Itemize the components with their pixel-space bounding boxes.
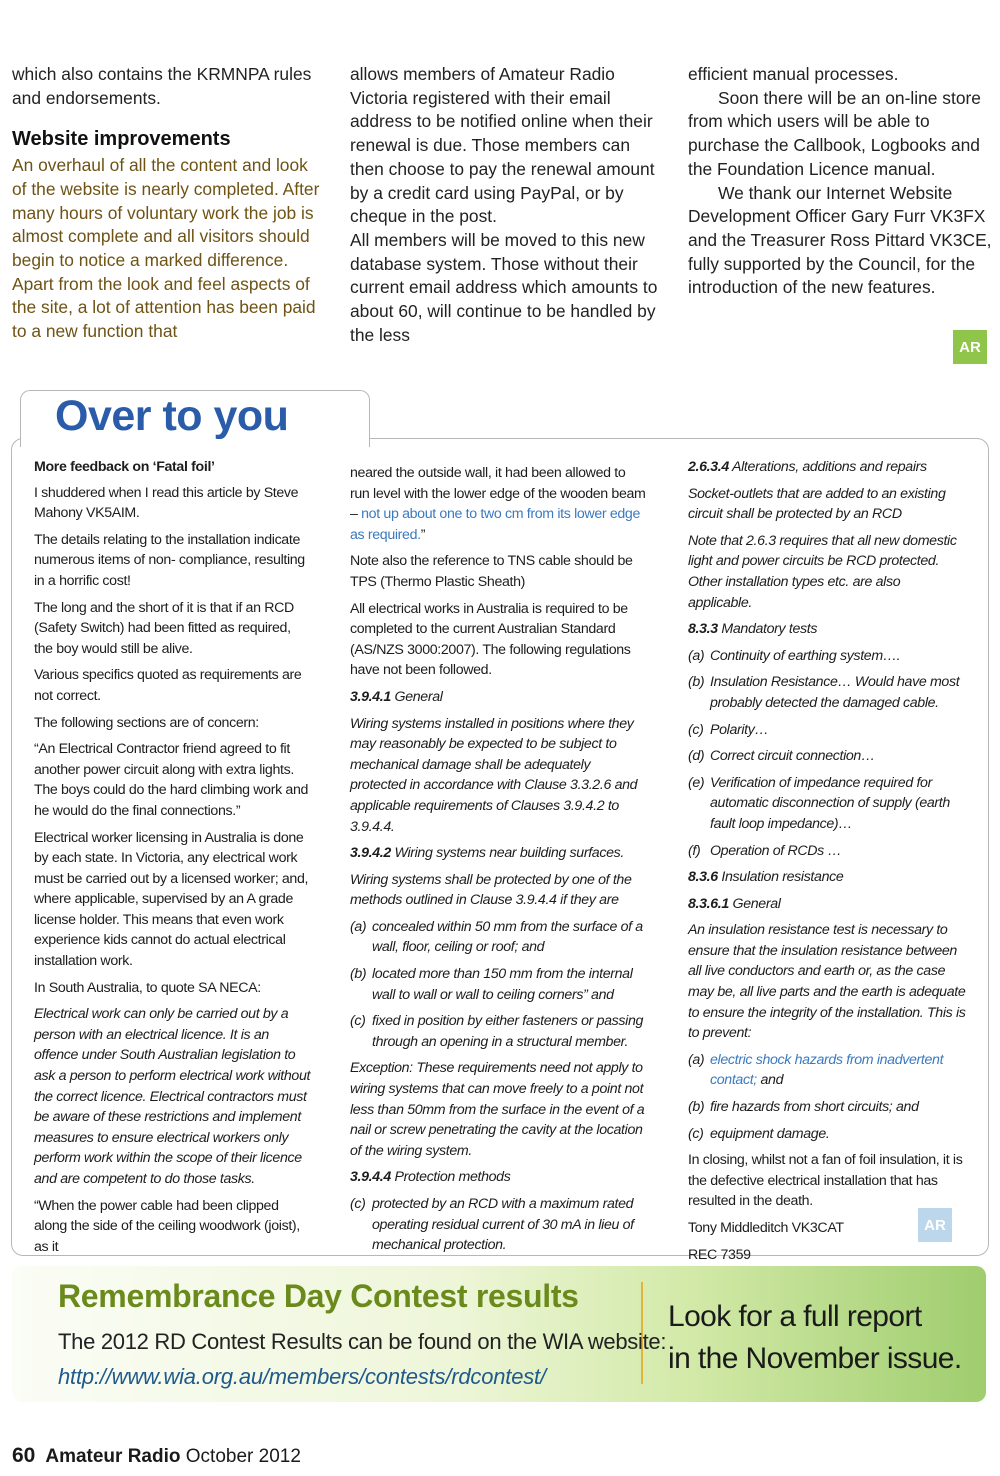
manual-processes-text: efficient manual processes. — [688, 64, 899, 84]
clause-title: General — [394, 688, 443, 705]
page-footer — [12, 1444, 301, 1468]
list-label: (a) — [350, 918, 367, 935]
letter-paragraph: In South Australia, to quote SA NECA: — [34, 979, 261, 996]
page-number: 60 — [12, 1444, 36, 1467]
online-store-paragraph: Soon there will be an on-line store from which users will be able to purchase the Callbook, Logbooks and the Foundation Licence manual. — [688, 87, 981, 179]
list-text: equipment damage. — [710, 1125, 830, 1142]
list-label: (b) — [688, 1099, 705, 1116]
clause-body: Wiring systems installed in positions where they may reasonably be expected to be subject to mechanical damage shall be adequately protected in accordance with Clause 3.3.2.6 and applicable requirements of Clauses 3.9.4.2 to 3.9.4.4. — [350, 715, 638, 835]
clause-title: Insulation resistance — [721, 869, 844, 886]
thanks-paragraph: We thank our Internet Website Development Officer Gary Furr VK3FX and the Treasurer Ross Pittard VK3CE, fully supported by the Council, for the introduction of the new features. — [688, 182, 992, 298]
list-item — [350, 964, 648, 1005]
list-item — [350, 1011, 648, 1052]
clause-heading — [688, 457, 966, 478]
list-label: (a) — [688, 647, 705, 664]
top-column-3 — [688, 63, 992, 300]
clause-number: 3.9.4.2 — [350, 845, 391, 862]
clause-title: Wiring systems near building surfaces. — [394, 845, 624, 862]
clause-title: Mandatory tests — [721, 621, 818, 638]
ar-logo: AR — [953, 330, 987, 364]
note-text: Note that 2.6.3 requires that all new domestic light and power circuits be RCD protected. Other installation types etc. are also applicable. — [688, 532, 957, 611]
list-item — [688, 720, 966, 741]
clause-number: 3.9.4.1 — [350, 688, 391, 705]
list-label: (f) — [688, 842, 701, 859]
list-item — [688, 841, 966, 862]
list-item — [688, 646, 966, 667]
letter-column-3 — [688, 457, 966, 1271]
ar-logo: AR — [918, 1208, 952, 1242]
banner-title: Remembrance Day Contest results — [58, 1278, 579, 1314]
list-text: Correct circuit connection… — [710, 748, 875, 765]
list-text: fixed in position by either fasteners or passing through an opening in a structural member. — [372, 1013, 644, 1050]
letter-column-2 — [350, 463, 648, 1262]
list-item — [350, 1194, 648, 1256]
top-column-1 — [12, 63, 320, 344]
letter-paragraph: All electrical works in Australia is required to be completed to the current Australian Standard (AS/NZS 3000:2007). The following regulations have not been followed. — [350, 600, 631, 679]
list-label: (a) — [688, 1051, 705, 1068]
letter-paragraph: Note also the reference to TNS cable should be TPS (Thermo Plastic Sheath) — [350, 553, 633, 590]
clause-heading — [350, 843, 648, 864]
letter-paragraph — [350, 463, 648, 545]
list-item — [350, 917, 648, 958]
clause-heading — [350, 1167, 648, 1188]
letter-paragraph: The long and the short of it is that if an RCD (Safety Switch) had been fitted as required, the boy would still be alive. — [34, 599, 294, 657]
clause-number: 8.3.6.1 — [688, 895, 729, 912]
list-text: located more than 150 mm from the internal wall to wall or wall to ceiling corners” and — [372, 966, 633, 1003]
letter-column-1 — [34, 457, 312, 1263]
clause-body: Wiring systems shall be protected by one of the methods outlined in Clause 3.9.4.4 if they are — [350, 871, 632, 909]
list-text: Operation of RCDs … — [710, 842, 842, 859]
banner-link[interactable]: http://www.wia.org.au/members/contests/rdcontest/ — [58, 1364, 546, 1389]
list-text: protected by an RCD with a maximum rated operating residual current of 30 mA in lieu of mechanical protection. — [372, 1196, 634, 1254]
letter-heading: More feedback on ‘Fatal foil’ — [34, 459, 215, 475]
renewal-paragraph: allows members of Amateur Radio Victoria registered with their email address to be notified online when their renewal is due. Those members can then choose to pay the renewal amount by a credit card using PayPal, or by cheque in the post. — [350, 64, 655, 227]
list-item — [688, 773, 966, 835]
website-body-text: An overhaul of all the content and look of the website is nearly completed. After many hours of voluntary work the job is almost complete and all visitors should begin to notice a marked difference. Apart from the look and feel aspects of the site, a lot of attention has been paid to a new function that — [12, 155, 320, 342]
list-label: (d) — [688, 748, 705, 765]
top-column-2 — [350, 63, 660, 347]
section-heading: Website improvements — [12, 128, 231, 151]
clause-number: 8.3.6 — [688, 869, 718, 886]
list-text: fire hazards from short circuits; and — [710, 1099, 919, 1116]
letter-paragraph: Various specifics quoted as requirements are not correct. — [34, 667, 302, 704]
magazine-name: Amateur Radio — [45, 1446, 181, 1467]
intro-text: which also contains the KRMNPA rules and endorsements. — [12, 64, 312, 108]
database-paragraph: All members will be moved to this new database system. Those without their current email address which amounts to about 60, will continue to be handled by the less — [350, 229, 658, 345]
clause-body: Socket-outlets that are added to an existing circuit shall be protected by an RCD — [688, 485, 946, 523]
quote-continued: neared the outside wall, it had been allowed to run level with the lower edge of the wooden beam – — [350, 465, 646, 523]
list-label: (c) — [688, 721, 704, 738]
list-label: (c) — [350, 1013, 366, 1030]
list-item — [688, 1124, 966, 1145]
report-note-line: in the November issue. — [668, 1342, 962, 1375]
list-label: (b) — [688, 674, 705, 691]
letter-paragraph: The following sections are of concern: — [34, 714, 259, 731]
clause-number: 2.6.3.4 — [688, 459, 729, 475]
list-label: (e) — [688, 774, 705, 791]
highlight-text: electric shock hazards from inadvertent contact; — [710, 1051, 944, 1089]
list-label: (b) — [350, 966, 367, 983]
list-text: Insulation Resistance… Would have most probably detected the damaged cable. — [710, 674, 960, 711]
clause-number: 8.3.3 — [688, 621, 718, 638]
highlight-text: not up about one to two cm from its lower edge as required. — [350, 506, 640, 543]
signature: Tony Middleditch VK3CAT — [688, 1220, 844, 1236]
list-item — [688, 1050, 966, 1091]
banner-report-note — [668, 1296, 962, 1380]
clause-heading — [350, 687, 648, 708]
banner-text: The 2012 RD Contest Results can be found on the WIA website: — [58, 1329, 667, 1354]
clause-heading — [688, 894, 966, 915]
list-text: Polarity… — [710, 721, 769, 738]
clause-heading — [688, 867, 966, 888]
clause-body: An insulation resistance test is necessary to ensure that the insulation resistance between all live conductors and earth or, as the case may be, all live parts and the earth is adequate to ensure the integrity of the installation. This is to prevent: — [688, 922, 966, 1042]
clause-title: Alterations, additions and repairs — [732, 459, 927, 475]
list-text — [710, 1050, 966, 1091]
neca-quote: Electrical work can only be carried out by a person with an electrical licence. It is an offence under South Australian legislation to ask a person to perform electrical work without the correct licence. Electrical contractors must be aware of these restrictions and implement measures to ensure electrical workers only perform work within the scope of their licence and are competent to do those tasks. — [34, 1006, 311, 1187]
list-item — [688, 1097, 966, 1118]
list-label: (c) — [688, 1125, 704, 1142]
list-text: concealed within 50 mm from the surface of a wall, floor, ceiling or roof; and — [372, 918, 643, 956]
issue-date: October 2012 — [185, 1446, 301, 1467]
clause-heading — [688, 619, 966, 640]
list-text: Verification of impedance required for automatic disconnection of supply (earth fault loop impedance)… — [710, 774, 950, 832]
list-text: Continuity of earthing system…. — [710, 647, 901, 664]
clause-title: General — [732, 895, 781, 912]
closing-paragraph: In closing, whilst not a fan of foil insulation, it is the defective electrical installation that has resulted in the death. — [688, 1152, 963, 1210]
letter-paragraph: I shuddered when I read this article by Steve Mahony VK5AIM. — [34, 484, 299, 522]
letter-paragraph: Electrical worker licensing in Australia is done by each state. In Victoria, any electrical work must be carried out by a licensed worker; and, where applicable, supervised by an A grade license holder. This means that even work experience kids cannot do actual electrical installation work. — [34, 829, 309, 970]
letter-quote: “An Electrical Contractor friend agreed to fit another power circuit along with extra lights. The boys could do the hard climbing work and he would do the final connections.” — [34, 741, 309, 819]
quote-close: ” — [420, 526, 426, 543]
over-to-you-title: Over to you — [55, 392, 289, 440]
report-note-line: Look for a full report — [668, 1300, 922, 1333]
list-label: (c) — [350, 1196, 366, 1212]
clause-title: Protection methods — [394, 1169, 511, 1186]
exception-text: Exception: These requirements need not apply to wiring systems that can move freely to a point not less than 50mm from the surface in the event of a nail or screw penetrating the cavity at the location of the wiring system. — [350, 1060, 645, 1159]
list-text-rest: and — [756, 1072, 784, 1089]
clause-number: 3.9.4.4 — [350, 1169, 391, 1186]
letter-quote: “When the power cable had been clipped along the side of the ceiling woodwork (joist), as it — [34, 1197, 300, 1255]
reference-number: REC 7359 — [688, 1246, 751, 1263]
letter-paragraph: The details relating to the installation indicate numerous items of non- compliance, resulting in a horrific cost! — [34, 531, 305, 589]
list-item — [688, 746, 966, 767]
list-item — [688, 672, 966, 713]
